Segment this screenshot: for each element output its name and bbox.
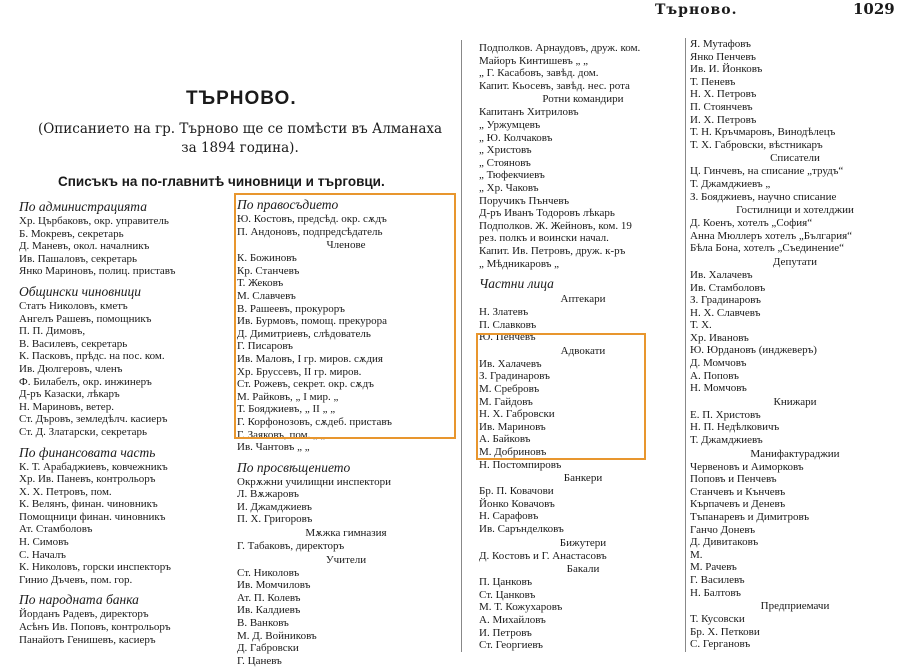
list-item: Подполков. Ж. Жейновъ, ком. 19: [479, 219, 632, 232]
list-item: Д. Костовъ и Г. Анастасовъ: [479, 549, 607, 562]
list-item: Ц. Гинчевъ, на списание „трудъ“: [690, 165, 844, 178]
subheading: Книжари: [773, 395, 817, 408]
list-item: А. Байковъ: [479, 433, 531, 446]
list-item: Ст. Д. Златарски, секретарь: [19, 425, 148, 438]
subheading: Манифактураджии: [750, 447, 840, 460]
list-item: Ат. Стамболовъ: [19, 523, 93, 536]
list-item: К. Божиновъ: [237, 252, 297, 265]
list-item: Ат. П. Колевъ: [237, 591, 301, 604]
list-item: Хр. Ивановъ: [690, 331, 749, 344]
list-item: Е. П. Христовъ: [690, 408, 761, 421]
list-item: Г. Цаневъ: [237, 654, 282, 667]
highlight-box-judiciary: [234, 193, 456, 439]
section-heading: По администрацията: [19, 199, 147, 214]
subheading: Гостилници и хотелджии: [736, 204, 854, 217]
list-item: М. Райковъ, „ I мир. „: [237, 390, 339, 403]
list-item: Поповъ и Пенчевъ: [690, 473, 777, 486]
list-item: Ив. Дюлгеровъ, членъ: [19, 362, 123, 375]
list-item: „ Хр. Чаковъ: [479, 181, 539, 194]
list-item: Асѣнъ Ив. Поповъ, контрольоръ: [19, 621, 171, 634]
list-item: Г. Табаковъ, директоръ: [237, 540, 345, 553]
list-item: Окрѫжни училищни инспектори: [237, 475, 391, 488]
list-item: С. Началъ: [19, 548, 66, 561]
list-item: Т. Х. Габровски, вѣстникаръ: [690, 138, 823, 151]
list-item: Статъ Николовъ, кметъ: [19, 299, 128, 312]
subheading: Адвокати: [560, 344, 606, 357]
list-item: Ст. Георгиевъ: [479, 639, 543, 652]
list-item: В. Рашеевъ, прокуроръ: [237, 302, 345, 315]
list-item: Ст. Николовъ: [237, 566, 300, 579]
list-item: Г. Писаровъ: [237, 340, 293, 353]
subheading: Членове: [326, 239, 366, 252]
list-item: З. Градинаровъ: [479, 370, 550, 383]
list-item: „ Тюфекчиевъ: [479, 169, 545, 182]
list-item: Янко Мариновъ, полиц. приставъ: [19, 265, 176, 278]
section-heading: Общински чиновници: [19, 283, 142, 299]
list-item: П. Славковъ: [479, 318, 537, 331]
list-item: „ Христовъ: [479, 144, 532, 157]
list-item: Н. Златевъ: [479, 306, 529, 319]
list-item: П. Стоянчевъ: [690, 100, 753, 113]
section-heading: По правосъдието: [237, 197, 339, 212]
list-item: Анна Мюллеръ хотелъ „България“: [690, 229, 853, 242]
list-item: Н. Балтовъ: [690, 586, 741, 599]
list-item: М. Гайдовъ: [479, 395, 533, 408]
list-item: З. Градинаровъ: [690, 294, 761, 307]
list-item: Т. Х.: [690, 319, 712, 332]
intro-text: (Описанието на гр. Търново ще се помѣсти въ Алманаха за 1894 година).: [37, 121, 443, 156]
list-item: Кърпачевъ и Деневъ: [690, 498, 786, 511]
list-item: И. Петровъ: [479, 626, 532, 639]
subheading: Бакали: [566, 563, 600, 576]
list-item: М. Добриновъ: [479, 446, 547, 459]
list-item: Ив. Стамболовъ: [690, 281, 766, 294]
subheading: Списатели: [770, 152, 820, 165]
list-item: З. Бояджиевъ, научно списание: [690, 190, 837, 203]
page-number: 1029: [853, 0, 895, 18]
list-item: Ив. Момчиловъ: [237, 579, 311, 592]
list-item: „ Мѣдникаровъ „: [479, 257, 560, 270]
column-d: [690, 38, 900, 651]
list-item: А. Михайловъ: [479, 613, 546, 626]
list-item: М. Д. Войниковъ: [237, 629, 317, 642]
list-item: Ю. Пенчевъ: [479, 331, 536, 344]
list-item: Я. Мутафовъ: [690, 38, 751, 50]
list-item: Д. Момчовъ: [690, 357, 747, 370]
list-item: Червеновъ и Аиморковъ: [690, 460, 804, 473]
list-item: Д. Димитриевъ, слѣдователь: [237, 327, 371, 340]
list-item: Д. Габровски: [237, 642, 299, 655]
list-item: Тъпанаревъ и Димитровъ: [690, 511, 810, 523]
list-item: Ив. Пашаловъ, секретарь: [19, 252, 137, 265]
list-item: Гинио Дъчевъ, пом. гор.: [19, 573, 133, 586]
list-item: Ив. Халачевъ: [690, 268, 753, 281]
list-item: Капит. Кьосевъ, завѣд. нес. рота: [479, 79, 630, 92]
list-item: Бр. П. Ковачови: [479, 485, 554, 498]
subheading: Учители: [325, 553, 367, 566]
list-item: Янко Пенчевъ: [690, 50, 756, 63]
section-heading: По финансовата часть: [19, 444, 156, 460]
list-item: Ив. И. Йонковъ: [690, 63, 763, 76]
list-item: рез. полкъ и воински начал.: [479, 232, 609, 245]
list-item: И. Джамджиевъ: [237, 500, 312, 513]
list-item: Н. Момчовъ: [690, 382, 747, 395]
list-item: Ангелъ Рашевъ, помощникъ: [19, 312, 152, 325]
list-item: И. Х. Петровъ: [690, 113, 757, 126]
list-item: Г. Василевъ: [690, 573, 745, 586]
list-item: П. Андоновъ, подпредсѣдатель: [237, 225, 383, 238]
section-heading: По народната банка: [19, 592, 139, 608]
list-item: В. Ванковъ: [237, 617, 289, 630]
list-item: Ю. Костовъ, предсѣд. окр. сѫдъ: [237, 213, 387, 225]
list-item: Хр. Ив. Паневъ, контрольоръ: [19, 473, 156, 486]
list-item: Т. Джамджиевъ „: [690, 177, 771, 190]
subheading: Предприемачи: [760, 600, 830, 613]
list-item: Майоръ Кинтишевъ „ „: [479, 54, 589, 67]
list-item: В. Василевъ, секретарь: [19, 337, 128, 350]
list-item: Хр. Църбаковъ, окр. управитель: [19, 215, 169, 227]
list-item: Д. Дивитаковъ: [690, 536, 759, 549]
subheading: Ротни командири: [542, 93, 624, 106]
list-item: Кр. Станчевъ: [237, 264, 300, 277]
list-item: Д. Коенъ, хотелъ „София“: [690, 217, 813, 230]
list-item: Ганчо Доневъ: [690, 523, 756, 536]
list-item: Ст. Рожевъ, секрет. окр. сѫдъ: [237, 378, 374, 391]
list-item: К. Пасковъ, прѣдс. на пос. ком.: [19, 350, 165, 363]
list-item: А. Поповъ: [690, 369, 739, 382]
column-divider-left: [461, 40, 462, 652]
list-item: М. Т. Кожухаровъ: [479, 601, 563, 614]
list-item: М. Сребровъ: [479, 383, 540, 396]
list-item: Л. Вѫжаровъ: [237, 488, 299, 501]
list-item: Ив. Калдиевъ: [237, 604, 301, 617]
main-title: ТЪРНОВО.: [186, 88, 297, 109]
list-item: Н. Симовъ: [19, 536, 69, 549]
list-item: Ив. Сарънделковъ: [479, 523, 564, 535]
list-item: Б. Мокревъ, секретарь: [19, 227, 124, 240]
list-item: С. Гергановъ: [690, 638, 751, 651]
list-item: П. П. Димовъ,: [19, 325, 86, 338]
list-item: Йонко Ковачовъ: [479, 497, 555, 510]
subheading: Мѫжка гимназия: [305, 527, 387, 540]
list-item: Бѣла Бона, хотелъ „Съединение“: [690, 242, 844, 255]
list-item: П. Цанковъ: [479, 576, 533, 589]
list-item: Ив. Чантовъ „ „: [237, 441, 310, 454]
list-item: Ю. Юрдановъ (инджеверъ): [690, 344, 817, 357]
list-title: Списъкъ на по-главнитѣ чиновници и търговци.: [58, 174, 385, 189]
list-item: М. Славчевъ: [237, 289, 296, 302]
list-item: Ив. Мариновъ: [479, 420, 546, 433]
list-item: „ Ю. Колчаковъ: [479, 131, 553, 144]
running-title: Търново.: [655, 2, 738, 18]
list-item: Т. Кусовски: [690, 613, 745, 626]
subheading: Бижутери: [559, 536, 607, 549]
list-item: М. Рачевъ: [690, 561, 737, 574]
list-item: К. Т. Арабаджиевъ, ковчежникъ: [19, 460, 168, 473]
subheading: Депутати: [772, 255, 818, 268]
list-item: Н. Постомпировъ: [479, 458, 562, 471]
list-item: Ив. Бурмовъ, помощ. прекурора: [237, 315, 388, 328]
list-item: Ив. Халачевъ: [479, 357, 542, 370]
list-item: Ст. Дъровъ, земледѣлч. касиеръ: [19, 413, 168, 426]
list-item: Панайотъ Генишевъ, касиеръ: [19, 633, 156, 646]
list-item: Бр. Х. Петкови: [690, 625, 760, 638]
list-item: Х. Х. Петровъ, пом.: [19, 485, 112, 498]
list-item: П. Х. Григоровъ: [237, 513, 313, 526]
list-item: Капитанъ Хитриловъ: [479, 106, 579, 119]
section-heading: По просвѣщението: [237, 459, 351, 475]
list-item: Поручикъ Пънчевъ: [479, 194, 570, 207]
list-item: Д-ръ Казаски, лѣкаръ: [19, 388, 120, 401]
subheading: Банкери: [563, 472, 603, 485]
list-item: К. Велянъ, финан. чиновникъ: [19, 498, 158, 511]
list-item: „ Стояновъ: [479, 156, 531, 169]
list-item: Т. Джамджиевъ: [690, 434, 763, 447]
list-item: Т. Бояджиевъ, „ II „ „: [237, 403, 336, 416]
list-item: Ив. Маловъ, I гр. миров. сѫдия: [237, 352, 383, 365]
list-item: Н. Мариновъ, ветер.: [19, 400, 114, 413]
list-item: Капит. Ив. Петровъ, друж. к-ръ: [479, 244, 626, 257]
list-item: Г. Заяковъ, пом. „ „: [237, 428, 326, 441]
list-item: Т. Н. Кръчмаровъ, Винодѣлецъ: [690, 126, 836, 139]
section-heading: Частни лица: [479, 276, 554, 292]
list-item: Н. Х. Славчевъ: [690, 306, 761, 319]
list-item: Йорданъ Радевъ, директоръ: [19, 608, 149, 621]
subheading: Аптекари: [560, 293, 606, 306]
list-item: „ Г. Касабовъ, завѣд. дом.: [479, 67, 599, 80]
list-item: Н. Х. Габровски: [479, 408, 555, 421]
list-item: „ Уржумцевъ: [479, 118, 541, 131]
list-item: Н. Х. Петровъ: [690, 88, 757, 101]
list-item: Д-ръ Иванъ Тодоровъ лѣкарь: [479, 207, 615, 220]
list-item: Т. Пеневъ: [690, 75, 736, 88]
list-item: Помощници финан. чиновникъ: [19, 510, 166, 523]
list-item: Н. П. Недѣлковичъ: [690, 421, 780, 434]
list-item: К. Николовъ, горски инспекторъ: [19, 561, 171, 574]
list-item: Станчевъ и Кънчевъ: [690, 485, 786, 498]
list-item: М.: [690, 548, 703, 561]
list-item: Подполков. Арнаудовъ, друж. ком.: [479, 42, 641, 54]
list-item: Ф. Билабелъ, окр. инжинеръ: [19, 375, 152, 388]
list-item: Г. Корфонозовъ, сѫдеб. приставъ: [237, 415, 392, 428]
column-a: [19, 198, 231, 646]
highlight-box-lawyers: [476, 333, 646, 460]
list-item: Ст. Цанковъ: [479, 588, 536, 601]
list-item: Н. Сарафовъ: [479, 510, 539, 523]
list-item: Т. Жековъ: [237, 277, 284, 290]
list-item: Хр. Бруссевъ, II гр. миров.: [237, 365, 362, 378]
list-item: Д. Маневъ, окол. началникъ: [19, 240, 150, 253]
